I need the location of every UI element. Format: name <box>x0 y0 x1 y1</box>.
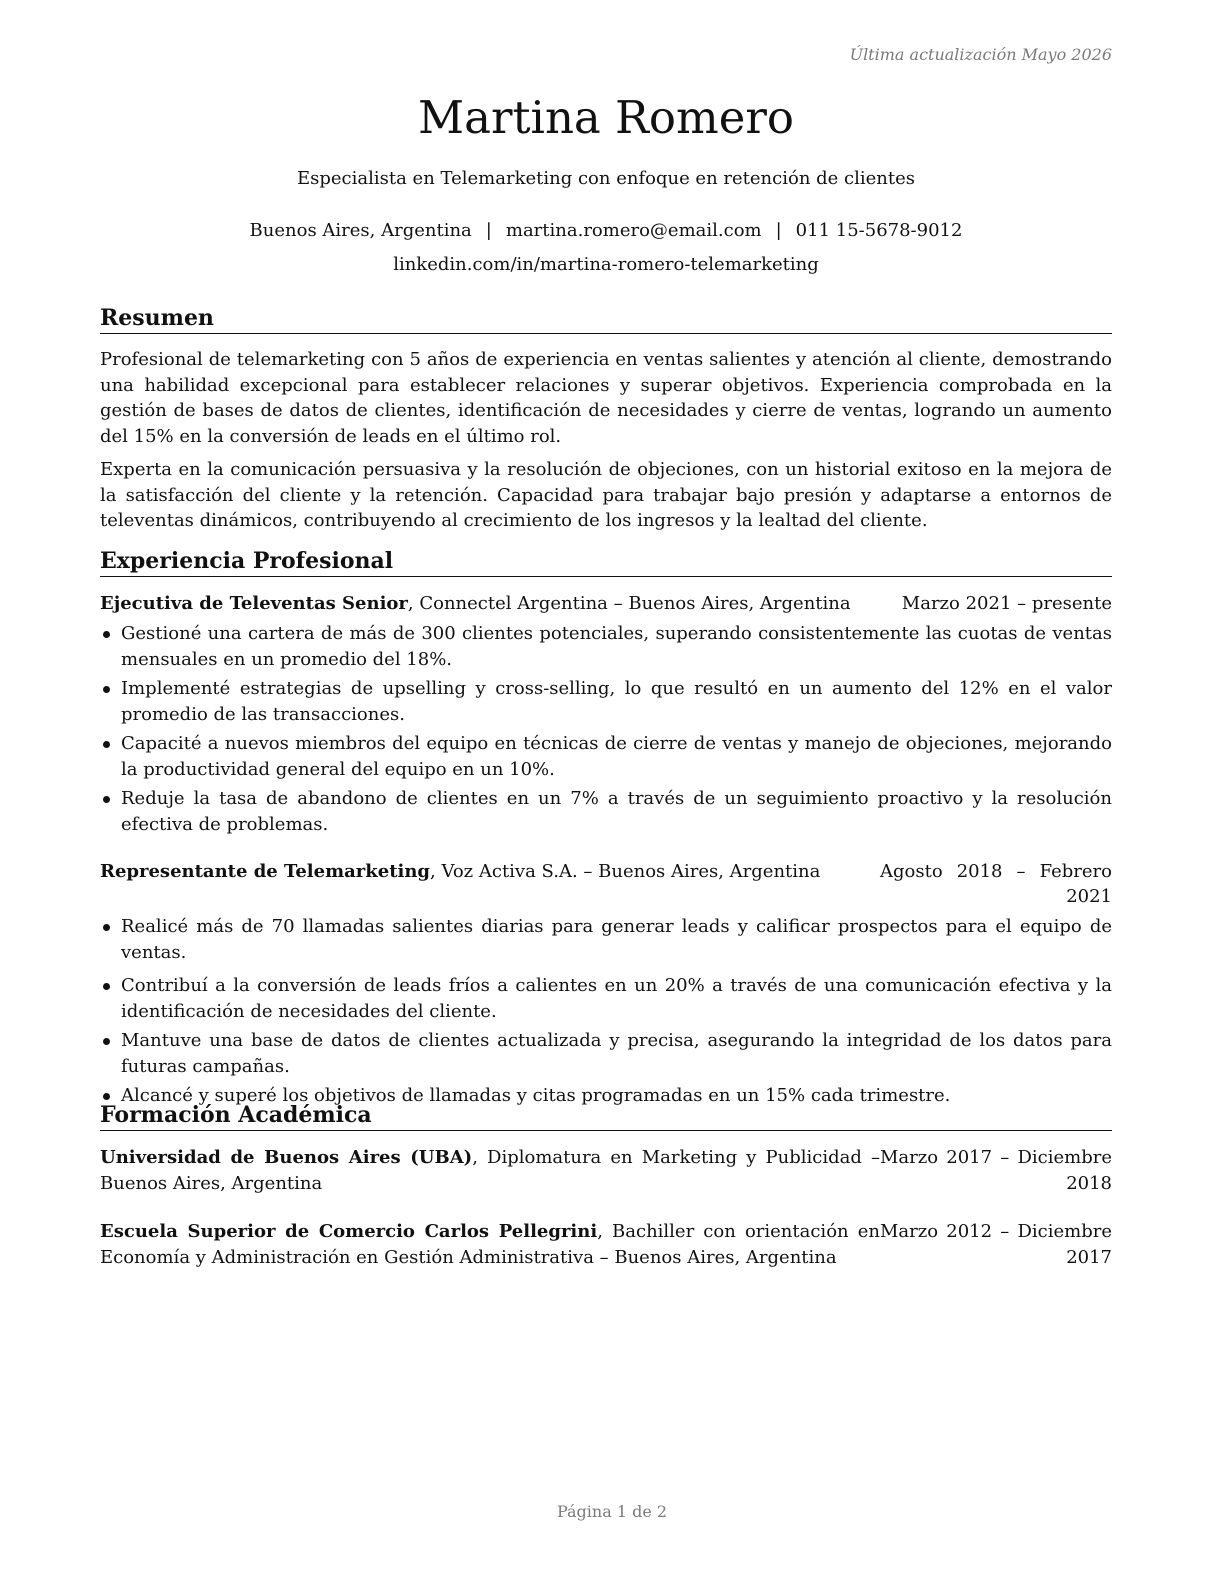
job-dates <box>880 859 1112 909</box>
linkedin-link[interactable]: linkedin.com/in/martina-romero-telemarketing <box>393 254 819 275</box>
candidate-name: Martina Romero <box>418 91 794 144</box>
summary-paragraph: Profesional de telemarketing con 5 años de experiencia en ventas salientes y atención al cliente, demostrando una habilidad excepcional para establecer relaciones y superar objetivos. Experiencia comprobada en la gestión de bases de datos de clientes, identificación de necesidades y cierre de ventas, logrando un aumento del 15% en la conversión de leads en el último rol. <box>100 349 1112 447</box>
contact-location: Buenos Aires, Argentina <box>249 220 472 241</box>
contact-phone: 011 15-5678-9012 <box>795 220 963 241</box>
institution-name: Universidad de Buenos Aires (UBA) <box>100 1147 473 1168</box>
section-title-experience: Experiencia Profesional <box>100 547 1112 577</box>
date-start-month: Marzo <box>880 1147 939 1168</box>
list-item: Implementé estrategias de upselling y cross-selling, lo que resultó en un aumento del 12% en el valor promedio de las transacciones. <box>100 676 1112 727</box>
job-dates: Marzo 2021 – presente <box>901 593 1112 614</box>
job-company: , Connectel Argentina – Buenos Aires, Argentina <box>407 593 851 614</box>
job-title-company <box>100 859 820 884</box>
job-bullets <box>100 914 1112 1109</box>
list-item: Contribuí a la conversión de leads fríos a calientes en un 20% a través de una comunicación efectiva y la identificación de necesidades del cliente. <box>100 973 1112 1024</box>
job-role: Ejecutiva de Televentas Senior <box>100 593 408 614</box>
section-title-education: Formación Académica <box>100 1101 1112 1131</box>
education-item <box>100 1219 1112 1270</box>
education-detail: , Diplomatura en Marketing y Publicidad – Buenos Aires, Argentina <box>100 1147 880 1194</box>
date-end-year: 2021 <box>1066 886 1112 907</box>
summary-paragraph: Experta en la comunicación persuasiva y la resolución de objeciones, con un historial exitoso en la mejora de la satisfacción del cliente y la retención. Capacidad para trabajar bajo presión y adaptarse a entornos de televentas dinámicos, contribuyendo al crecimiento de los ingresos y la lealtad del cliente. <box>100 459 1112 531</box>
institution-name: Escuela Superior de Comercio Carlos Pellegrini <box>100 1221 598 1242</box>
date-dash: – <box>1000 1221 1010 1242</box>
section-title-summary: Resumen <box>100 304 1112 334</box>
date-start-year: 2017 <box>946 1147 993 1168</box>
list-item: Capacité a nuevos miembros del equipo en técnicas de cierre de ventas y manejo de objeciones, mejorando la productividad general del equipo en un 10%. <box>100 731 1112 782</box>
date-dash: – <box>1000 1147 1010 1168</box>
last-updated-note: Última actualización Mayo 2026 <box>849 45 1112 64</box>
list-item: Gestioné una cartera de más de 300 clientes potenciales, superando consistentemente las cuotas de ventas mensuales en un promedio del 18%. <box>100 621 1112 672</box>
education-detail: , Bachiller con orientación en Economía y Administración en Gestión Administrativa – Buenos Aires, Argentina <box>100 1221 880 1268</box>
contact-separator: | <box>775 220 782 241</box>
candidate-headline: Especialista en Telemarketing con enfoque en retención de clientes <box>296 168 915 189</box>
date-dash: – <box>1016 861 1026 882</box>
job-bullets <box>100 621 1112 837</box>
date-start-year: 2018 <box>956 861 1003 882</box>
date-start-month: Agosto <box>880 861 943 882</box>
date-end-year: 2018 <box>1066 1172 1112 1194</box>
contact-email[interactable]: martina.romero@email.com <box>505 220 762 241</box>
date-end-month: Diciembre <box>1017 1147 1112 1168</box>
education-item <box>100 1145 1112 1196</box>
contact-separator: | <box>485 220 492 241</box>
job-role: Representante de Telemarketing <box>100 861 431 882</box>
date-start-month: Marzo <box>880 1221 939 1242</box>
job-company: , Voz Activa S.A. – Buenos Aires, Argentina <box>430 861 821 882</box>
education-dates <box>880 1219 1112 1270</box>
page-number: Página 1 de 2 <box>556 1502 668 1521</box>
job-title-company <box>100 591 851 616</box>
date-end-month: Diciembre <box>1017 1221 1112 1242</box>
list-item: Alcancé y superé los objetivos de llamadas y citas programadas en un 15% cada trimestre. <box>100 1083 1112 1109</box>
job-header <box>100 859 1112 909</box>
list-item: Reduje la tasa de abandono de clientes en un 7% a través de un seguimiento proactivo y la resolución efectiva de problemas. <box>100 786 1112 837</box>
list-item: Mantuve una base de datos de clientes actualizada y precisa, asegurando la integridad de los datos para futuras campañas. <box>100 1028 1112 1079</box>
date-start-year: 2012 <box>946 1221 993 1242</box>
contact-line <box>100 219 1112 243</box>
date-end-month: Febrero <box>1039 861 1112 882</box>
date-end-year: 2017 <box>1066 1246 1112 1268</box>
list-item: Realicé más de 70 llamadas salientes diarias para generar leads y calificar prospectos para el equipo de ventas. <box>100 914 1112 965</box>
education-dates <box>880 1145 1112 1196</box>
